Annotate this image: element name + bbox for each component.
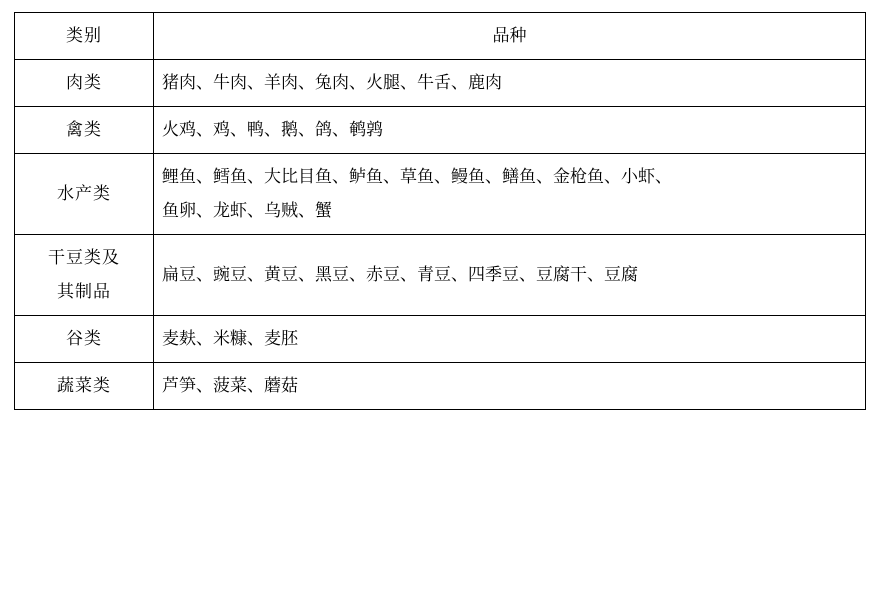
items-line: 芦笋、菠菜、蘑菇: [162, 376, 298, 395]
items-cell: [154, 363, 866, 410]
category-cell: [15, 107, 154, 154]
header-category-label: 类别: [66, 26, 102, 45]
header-variety-label: 品种: [492, 26, 527, 45]
items-line: 猪肉、牛肉、羊肉、兔肉、火腿、牛舌、鹿肉: [162, 73, 502, 92]
items-cell: [154, 316, 866, 363]
items-cell: [154, 60, 866, 107]
category-cell: [15, 154, 154, 235]
table-row: [15, 235, 866, 316]
items-line: 鱼卵、龙虾、乌贼、蟹: [162, 201, 332, 220]
items-cell: [154, 107, 866, 154]
items-line: 鲤鱼、鳕鱼、大比目鱼、鲈鱼、草鱼、鳗鱼、鳝鱼、金枪鱼、小虾、: [162, 167, 672, 186]
category-label: 谷类: [66, 329, 102, 348]
header-category-cell: [15, 13, 154, 60]
category-label: 干豆类及: [48, 248, 120, 267]
food-category-table: [14, 12, 866, 410]
table-header-row: [15, 13, 866, 60]
items-line: 麦麸、米糠、麦胚: [162, 329, 298, 348]
items-cell: [154, 154, 866, 235]
category-cell: [15, 60, 154, 107]
category-cell: [15, 235, 154, 316]
category-cell: [15, 316, 154, 363]
table-row: [15, 60, 866, 107]
category-cell: [15, 363, 154, 410]
category-label: 水产类: [57, 184, 111, 203]
items-cell: [154, 235, 866, 316]
header-variety-cell: [154, 13, 866, 60]
category-label: 其制品: [57, 282, 111, 301]
category-label: 肉类: [66, 73, 102, 92]
table-row: [15, 154, 866, 235]
table-row: [15, 363, 866, 410]
category-label: 蔬菜类: [57, 376, 111, 395]
category-label: 禽类: [66, 120, 102, 139]
items-line: 扁豆、豌豆、黄豆、黑豆、赤豆、青豆、四季豆、豆腐干、豆腐: [162, 265, 638, 284]
table-row: [15, 107, 866, 154]
items-line: 火鸡、鸡、鸭、鹅、鸽、鹌鹑: [162, 120, 383, 139]
table-row: [15, 316, 866, 363]
